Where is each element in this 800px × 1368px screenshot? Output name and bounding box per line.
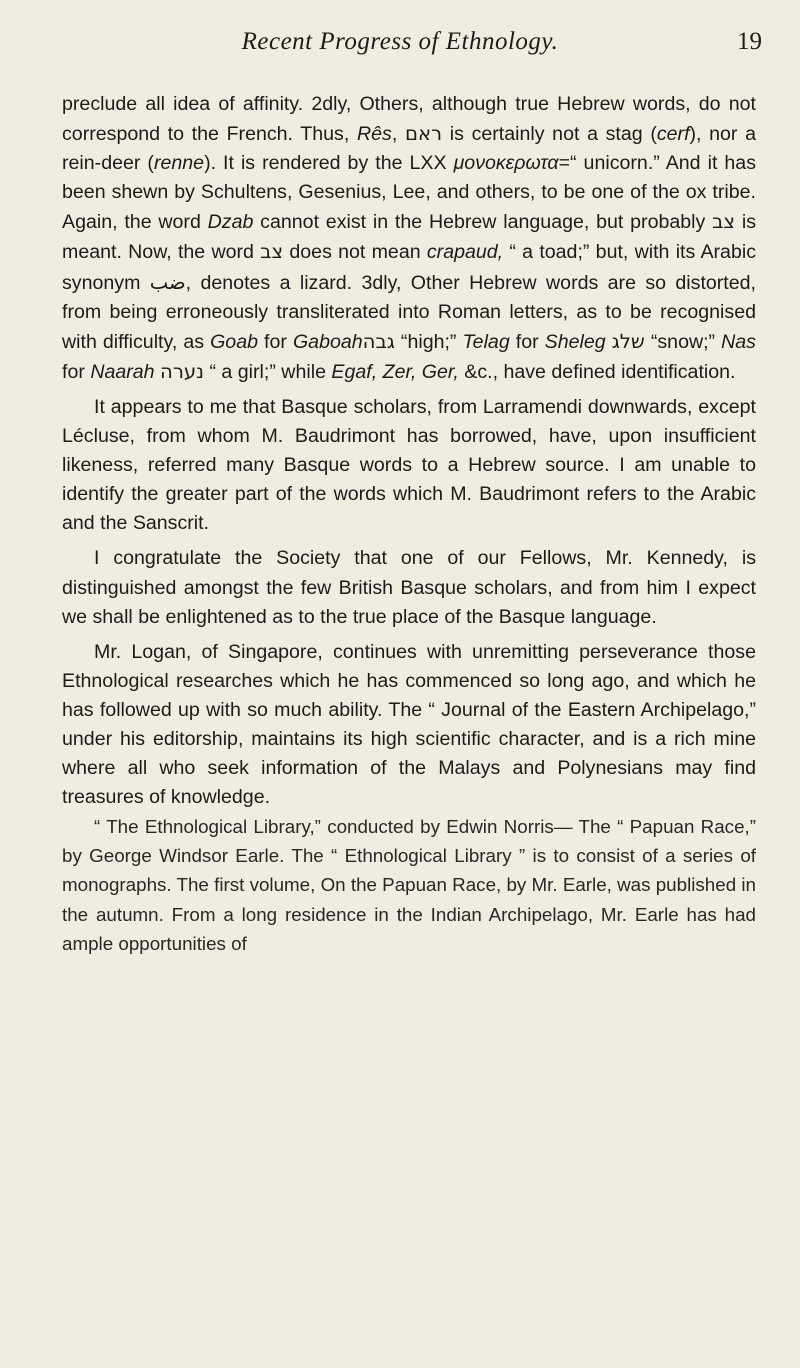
greek-word: μονοκερωτα <box>453 152 559 175</box>
term-naarah: Naarah <box>90 360 155 383</box>
text-run: &c., have defined identification. <box>458 360 736 383</box>
text-run: “ a girl;” while <box>204 360 332 383</box>
hebrew-word-gaboah: גבה <box>362 329 395 353</box>
term-crapaud: crapaud, <box>426 241 504 264</box>
text-run: does not mean <box>283 241 427 264</box>
term-goab: Goab <box>210 330 258 353</box>
text-run: “high;” <box>394 330 463 353</box>
paragraph-ethnological-library: “ The Ethnological Library,” conducted by Edwin Norris— The “ Papuan Race,” by George Windsor Earle. The “ Ethnological Library ” is to consist of a series of monographs. The first volume, On the Papuan Race, by Mr. Earle, was published in the autumn. From a long residence in the Indian Archipelago, Mr. Earle has had ample opportunities of <box>62 816 756 954</box>
term-telag: Telag <box>462 330 510 353</box>
term-res: Rês <box>356 123 392 146</box>
text-run: is certainly not a stag ( <box>442 123 657 146</box>
text-run: =“ unicorn.” And it has been shewn by Schultens, Gesenius, Lee, and others, to be one of the ox tribe. Again, the word <box>62 152 756 234</box>
text-run: ), nor a rein-deer ( <box>62 123 757 175</box>
paragraph-basque-scholars: It appears to me that Basque scholars, from Larramendi downwards, except Lécluse, from whom M. Baudrimont has borrowed, have, upon insufficient likeness, referred many Basque words to a Hebrew source. I am unable to identify the greater part of the words which M. Baudrimont refers to the Arabic and the Sanscrit. <box>62 395 756 535</box>
term-renne: renne <box>153 152 205 175</box>
term-dzab: Dzab <box>207 211 254 234</box>
text-run: cannot exist in the Hebrew language, but probably <box>253 211 713 234</box>
text-run: is meant. Now, the word <box>62 211 757 264</box>
term-gaboah: Gaboah <box>292 330 363 353</box>
term-egaf-zer-ger: Egaf, Zer, Ger, <box>331 360 459 383</box>
text-run: , denotes a lizard. 3dly, Other Hebrew words are so distorted, from being erroneously transliterated into Roman letters, as to be recognised with difficulty, as <box>62 271 756 353</box>
hebrew-word-tsab: צב <box>260 240 284 264</box>
term-cerf: cerf <box>656 123 690 146</box>
hebrew-word-sheleg: שלג <box>611 329 645 353</box>
running-title: Recent Progress of Ethnology. <box>241 28 559 55</box>
text-run: “ a toad;” but, with its Arabic synonym <box>62 241 756 294</box>
text-run: , <box>391 123 405 146</box>
term-nas: Nas <box>721 330 756 353</box>
text-run: preclude all idea of affinity. 2dly, Others, although true Hebrew words, do not correspond to the French. Thus, <box>62 93 756 146</box>
arabic-word: ضب <box>149 270 186 294</box>
hebrew-word-tsab: צב <box>712 210 736 234</box>
paragraph-logan: Mr. Logan, of Singapore, continues with unremitting perseverance those Ethnological researches which he has commenced so long ago, and which he has followed up with so much ability. The “ Journal of the Eastern Archipelago,” under his editorship, maintains its high scientific character, and is a rich mine where all who seek information of the Malays and Polynesians may find treasures of knowledge. <box>62 640 756 809</box>
text-run: ). It is rendered by the LXX <box>204 152 454 175</box>
term-sheleg: Sheleg <box>544 330 606 353</box>
paragraph-kennedy: I congratulate the Society that one of our Fellows, Mr. Kennedy, is distinguished amongst the few British Basque scholars, and from him I expect we shall be enlightened as to the true place of the Basque language. <box>62 547 756 628</box>
page-number: 19 <box>737 28 762 55</box>
text-run: “snow;” <box>644 330 722 353</box>
hebrew-word-naarah: נערה <box>160 359 205 383</box>
page-header <box>0 22 800 62</box>
text-run: for <box>509 330 545 353</box>
text-run: for <box>62 360 91 383</box>
page-body <box>62 90 756 958</box>
text-run: for <box>258 330 293 353</box>
hebrew-word-res: ראם <box>404 122 443 146</box>
paragraph-affinity <box>62 90 756 387</box>
